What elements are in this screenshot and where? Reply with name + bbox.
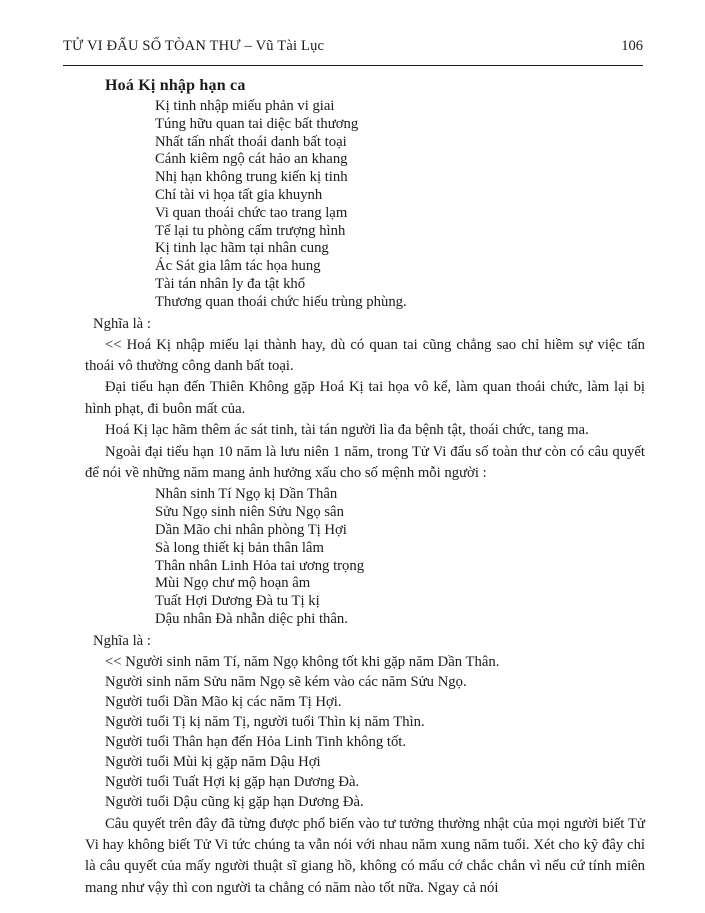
verse-line: Sửu Ngọ sinh niên Sửu Ngọ sân [155, 504, 344, 521]
book-title: TỬ VI ĐẨU SỐ TÒAN THƯ – Vũ Tài Lục [63, 38, 325, 54]
verse-line: Kị tinh lạc hãm tại nhân cung [155, 240, 329, 257]
meaning-line: Người tuổi Dần Mão kị các năm Tị Hợi. [105, 693, 342, 710]
verse-line: Thương quan thoái chức hiếu trùng phùng. [155, 293, 407, 310]
page-header [63, 38, 643, 66]
verse-line: Vi quan thoái chức tao trang lạm [155, 204, 348, 221]
verse-line: Mùi Ngọ chư mộ hoạn âm [155, 575, 311, 592]
section-heading: Hoá Kị nhập hạn ca [105, 77, 246, 94]
meaning-line: Người tuổi Tị kị năm Tị, người tuổi Thìn kị năm Thìn. [105, 714, 425, 731]
paragraph: Đại tiểu hạn đến Thiên Không gặp Hoá Kị tai họa vô kể, làm quan thoái chức, làm lại bị hình phạt, đi buôn mất của. [85, 379, 645, 417]
closing-paragraph: Câu quyết trên đây đã từng được phổ biến vào tư tưởng thường nhật của mọi người biết Tử Vi hay không biết Tử Vi tức chúng ta vẫn nói với nhau năm xung năm tuổi. Xét cho kỹ đây chỉ là câu quyết của mấy người thuật sĩ giang hồ, không có mấu cớ chắc chắn vì nếu cứ tính miên mang như vậy thì con người ta chẳng có năm nào tốt nữa. Ngay cả nói [85, 815, 645, 896]
verse-line: Túng hữu quan tai diệc bất thương [155, 115, 359, 132]
paragraph: Hoá Kị lạc hãm thêm ác sát tinh, tài tán người lìa đa bệnh tật, thoái chức, tang ma. [105, 422, 589, 439]
meaning-line: Người sinh năm Sửu năm Ngọ sẽ kém vào các năm Sửu Ngọ. [105, 673, 467, 690]
verse-block-2 [85, 486, 645, 628]
verse-line: Kị tinh nhập miếu phản vi giai [155, 98, 335, 114]
verse-line: Ác Sát gia lâm tác họa hung [155, 258, 321, 275]
meaning-line: Người tuổi Tuất Hợi kị gặp hạn Dương Đà. [105, 774, 360, 791]
page-content [85, 77, 645, 899]
meaning-block-1 [85, 335, 645, 485]
verse-line: Cánh kiêm ngộ cát hảo an khang [155, 151, 348, 168]
verse-block-1 [85, 98, 645, 312]
verse-line: Thân nhân Linh Hỏa tai ương trọng [155, 557, 365, 574]
meaning-line: Người tuổi Thân hạn đến Hỏa Linh Tinh không tốt. [105, 734, 407, 751]
verse-line: Tuất Hợi Dương Đà tu Tị kị [155, 593, 320, 610]
verse-line: Nhất tấn nhất thoái danh bất toại [155, 133, 347, 150]
paragraph: Ngoài đại tiểu hạn 10 năm là lưu niên 1 năm, trong Tử Vi đẩu số toàn thư còn có câu quyết để nói về những năm mang ảnh hưởng xấu cho số mệnh mỗi người : [85, 443, 645, 481]
meaning-label-2: Nghĩa là : [93, 632, 151, 649]
paragraph: << Hoá Kị nhập miếu lại thành hay, dù có quan tai cũng chẳng sao chỉ hiềm sự việc tấn thoái vô thường công danh bất toại. [85, 336, 645, 374]
meaning-block-2 [85, 652, 645, 813]
verse-line: Tài tán nhân ly đa tật khổ [155, 275, 306, 292]
page-number: 106 [621, 38, 643, 54]
verse-line: Sà long thiết kị bản thân lâm [155, 539, 324, 556]
verse-line: Dần Mão chi nhân phòng Tị Hợi [155, 522, 347, 538]
verse-line: Nhị hạn không trung kiến kị tinh [155, 169, 348, 186]
verse-line: Chí tài vi họa tất gia khuynh [155, 186, 323, 203]
verse-line: Nhân sinh Tí Ngọ kị Dần Thân [155, 486, 338, 503]
meaning-line: Người tuổi Dậu cũng kị gặp hạn Dương Đà. [105, 794, 364, 811]
verse-line: Dậu nhân Đà nhẫn diệc phi thân. [155, 610, 348, 627]
meaning-label-1: Nghĩa là : [93, 315, 151, 332]
meaning-line: Người tuổi Mùi kị gặp năm Dậu Hợi [105, 754, 321, 771]
verse-line: Tể lại tu phòng cấm trượng hình [155, 222, 346, 239]
meaning-line: << Người sinh năm Tí, năm Ngọ không tốt khi gặp năm Dần Thân. [105, 653, 500, 670]
